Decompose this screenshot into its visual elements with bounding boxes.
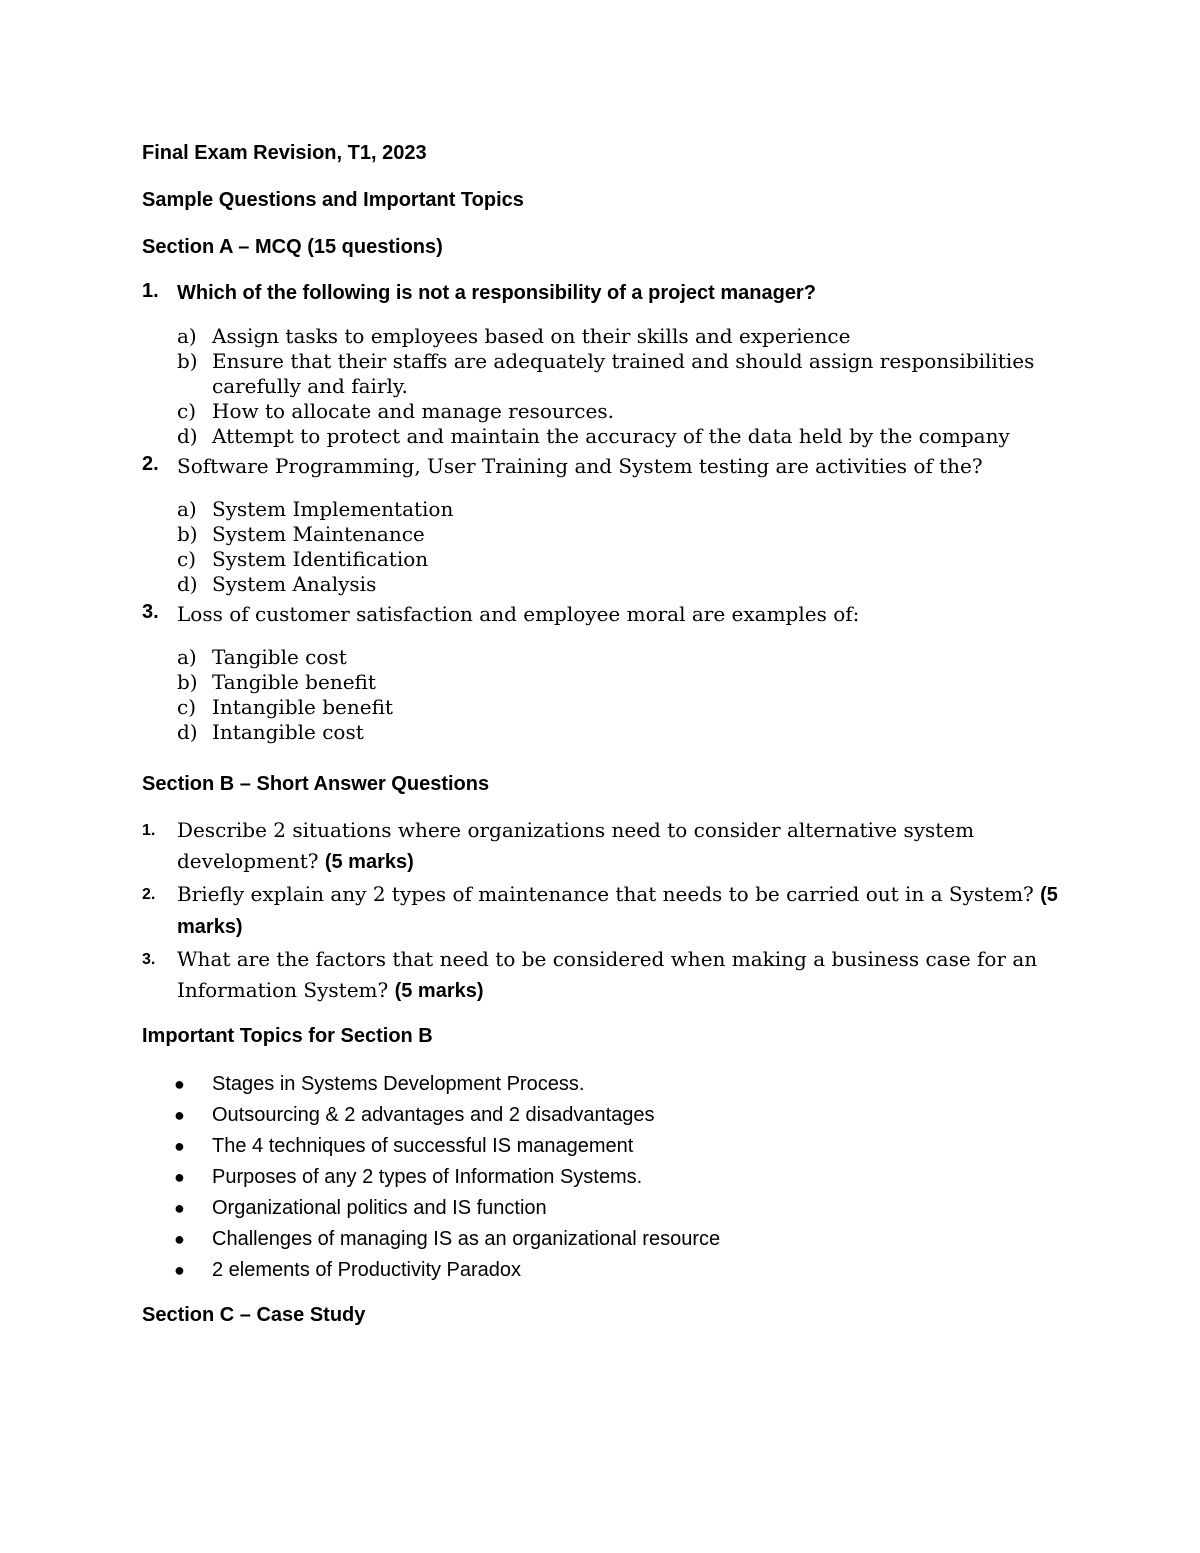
option-text: System Identification [212, 547, 429, 571]
option-letter: b) [177, 522, 198, 546]
option-c [177, 695, 1072, 720]
option-text: Ensure that their staffs are adequately trained and should assign responsibilities carefully and fairly. [212, 349, 1035, 398]
mcq-options-1 [177, 324, 1072, 449]
mcq-options-3 [177, 645, 1072, 745]
question-marks: (5 marks) [324, 851, 414, 873]
option-text: System Implementation [212, 497, 454, 521]
question-number: 3. [142, 601, 159, 623]
topics-b-heading: Important Topics for Section B [142, 1025, 433, 1047]
topic-item [142, 1069, 1072, 1100]
option-text: Attempt to protect and maintain the accuracy of the data held by the company [212, 424, 1010, 448]
question-text [177, 815, 1072, 878]
question-number: 2. [142, 453, 159, 475]
option-d [177, 572, 1072, 597]
option-text: Tangible cost [212, 645, 347, 669]
topic-item [142, 1162, 1072, 1193]
option-a [177, 324, 1072, 349]
question-text: Loss of customer satisfaction and employee moral are examples of: [177, 602, 860, 626]
section-b-questions [142, 815, 1072, 1007]
option-text: How to allocate and manage resources. [212, 399, 614, 423]
option-letter: c) [177, 399, 197, 423]
option-text: System Analysis [212, 572, 377, 596]
question-text: Software Programming, User Training and System testing are activities of the? [177, 454, 983, 478]
short-answer-question-3 [142, 944, 1072, 1007]
bullet-icon: ● [174, 1074, 185, 1094]
topic-text: Challenges of managing IS as an organizational resource [212, 1228, 721, 1250]
topic-text: Organizational politics and IS function [212, 1197, 547, 1219]
option-letter: b) [177, 670, 198, 694]
option-letter: d) [177, 424, 198, 448]
section-c-heading: Section C – Case Study [142, 1304, 366, 1326]
topic-text: Purposes of any 2 types of Information Systems. [212, 1166, 643, 1188]
short-answer-question-1 [142, 815, 1072, 878]
mcq-question-2 [142, 453, 1072, 479]
option-d [177, 424, 1072, 449]
question-body: What are the factors that need to be considered when making a business case for an Information System? [177, 947, 1038, 1002]
document-subtitle: Sample Questions and Important Topics [142, 189, 524, 211]
option-text: Intangible cost [212, 720, 364, 744]
topic-text: The 4 techniques of successful IS management [212, 1135, 634, 1157]
option-b [177, 670, 1072, 695]
bullet-icon: ● [174, 1167, 185, 1187]
bullet-icon: ● [174, 1198, 185, 1218]
question-number: 2. [142, 886, 156, 903]
option-letter: a) [177, 497, 197, 521]
mcq-options-2 [177, 497, 1072, 597]
option-b [177, 349, 1072, 399]
topics-list [142, 1069, 1072, 1286]
question-number: 1. [142, 280, 159, 302]
option-c [177, 399, 1072, 424]
topic-text: Stages in Systems Development Process. [212, 1073, 585, 1095]
bullet-icon: ● [174, 1260, 185, 1280]
bullet-icon: ● [174, 1105, 185, 1125]
section-b-heading: Section B – Short Answer Questions [142, 773, 490, 795]
option-d [177, 720, 1072, 745]
option-b [177, 522, 1072, 547]
question-number: 1. [142, 822, 156, 839]
question-body: Briefly explain any 2 types of maintenance that needs to be carried out in a System? [177, 882, 1034, 906]
topic-text: Outsourcing & 2 advantages and 2 disadvantages [212, 1104, 655, 1126]
option-letter: c) [177, 547, 197, 571]
option-letter: b) [177, 349, 198, 373]
question-text [177, 879, 1072, 943]
option-a [177, 497, 1072, 522]
question-text: Which of the following is not a responsibility of a project manager? [177, 282, 816, 304]
option-letter: d) [177, 572, 198, 596]
mcq-question-1 [142, 280, 1072, 306]
question-number: 3. [142, 951, 156, 968]
question-marks: (5 marks) [177, 884, 1058, 938]
question-body: Describe 2 situations where organizations need to consider alternative system development? [177, 818, 975, 873]
option-text: System Maintenance [212, 522, 425, 546]
option-letter: a) [177, 324, 197, 348]
document-title: Final Exam Revision, T1, 2023 [142, 142, 427, 164]
option-letter: a) [177, 645, 197, 669]
topic-item [142, 1193, 1072, 1224]
option-text: Assign tasks to employees based on their skills and experience [212, 324, 851, 348]
bullet-icon: ● [174, 1229, 185, 1249]
question-marks: (5 marks) [394, 980, 484, 1002]
document-content [142, 140, 1072, 1328]
question-text [177, 944, 1072, 1007]
bullet-icon: ● [174, 1136, 185, 1156]
option-text: Intangible benefit [212, 695, 393, 719]
mcq-question-3 [142, 601, 1072, 627]
short-answer-question-2 [142, 879, 1072, 943]
topic-text: 2 elements of Productivity Paradox [212, 1259, 522, 1281]
option-c [177, 547, 1072, 572]
option-letter: d) [177, 720, 198, 744]
topic-item [142, 1224, 1072, 1255]
section-a-questions [142, 280, 1072, 745]
option-text: Tangible benefit [212, 670, 376, 694]
option-a [177, 645, 1072, 670]
option-letter: c) [177, 695, 197, 719]
topic-item [142, 1100, 1072, 1131]
topic-item [142, 1131, 1072, 1162]
section-a-heading: Section A – MCQ (15 questions) [142, 236, 443, 258]
topic-item [142, 1255, 1072, 1286]
